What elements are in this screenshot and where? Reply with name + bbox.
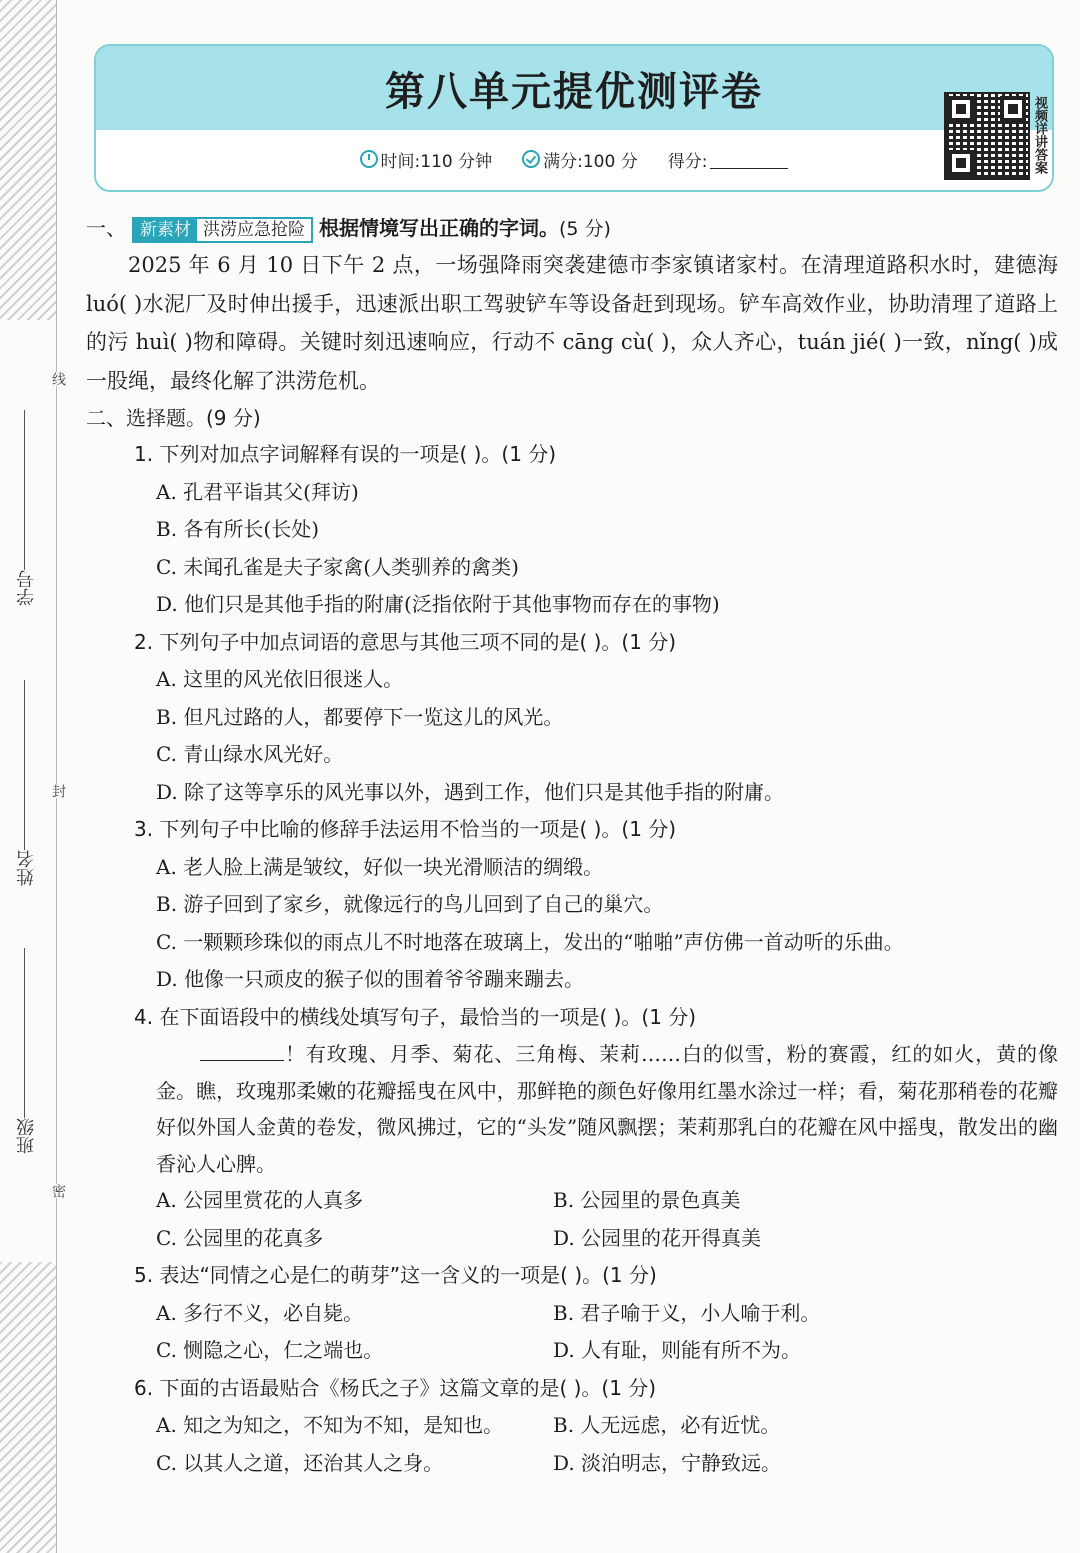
option-c[interactable]: C. 一颗颗珍珠似的雨点儿不时地落在玻璃上，发出的“啪啪”声仿佛一首动听的乐曲。 — [156, 929, 904, 954]
qr-finder-top-right — [1000, 96, 1026, 122]
badge-key: 新素材 — [134, 219, 197, 241]
full-score-label: 满分:100 分 — [543, 151, 638, 172]
passage-line: 德海 luó( )水泥厂及时伸出援手，迅速派出职工驾驶铲车等设备赶到现场。铲车高效作业， — [86, 253, 1058, 316]
option-b[interactable]: B. 游子回到了家乡，就像远行的鸟儿回到了自己的巢穴。 — [156, 892, 664, 916]
time-label: 时间:110 分钟 — [380, 151, 493, 172]
option-d[interactable]: D. 他们只是其他手指的附庸(泛指依附于其他事物而存在的事物) — [156, 592, 720, 616]
binding-line — [56, 0, 57, 1553]
question-5 — [86, 1257, 1058, 1370]
badge-value: 洪涝应急抢险 — [197, 219, 311, 241]
option-a[interactable]: A. 老人脸上满是皱纹，好似一块光滑顺洁的绸缎。 — [156, 854, 604, 879]
question-4 — [86, 999, 1058, 1258]
options-grid — [86, 1407, 1058, 1482]
question-1 — [86, 436, 1058, 624]
passage-line: 协助清理了道路上的污 huì( )物和障碍。关键时刻迅速响应，行动不 cāng cù( )，众人 — [86, 291, 1058, 354]
question-stem: 2. 下列句子中加点词语的意思与其他三项不同的是( )。(1 分) — [134, 629, 677, 654]
score-info — [668, 147, 789, 172]
name-blank[interactable] — [24, 680, 25, 850]
binding-hatch-bottom — [0, 1262, 56, 1553]
option-c[interactable]: C. 青山绿水风光好。 — [156, 742, 344, 766]
option-c[interactable]: C. 恻隐之心，仁之端也。 — [156, 1338, 384, 1362]
binding-mark-seal-2: 密 — [50, 1184, 66, 1198]
binding-mark-line: 线 — [50, 372, 66, 386]
fill-blank[interactable] — [200, 1040, 284, 1061]
option-d[interactable]: D. 淡泊明志，宁静致远。 — [553, 1450, 782, 1475]
qr-finder-top-left — [948, 96, 974, 122]
score-label: 得分: — [667, 151, 708, 172]
option-c[interactable]: C. 未闻孔雀是夫子家禽(人类驯养的禽类) — [156, 554, 519, 579]
clock-icon — [360, 150, 378, 168]
section-2-heading: 二、选择题。(9 分) — [86, 406, 261, 430]
option-b[interactable]: B. 人无远虑，必有近忧。 — [553, 1413, 781, 1437]
class-label: 班级 — [16, 1118, 37, 1154]
exam-content — [86, 210, 1058, 1482]
option-d[interactable]: D. 他像一只顽皮的猴子似的围着爷爷蹦来蹦去。 — [156, 967, 585, 991]
option-d[interactable]: D. 除了这等享乐的风光事以外，遇到工作，他们只是其他手指的附庸。 — [156, 779, 785, 804]
question-stem: 4. 在下面语段中的横线处填写句子，最恰当的一项是( )。(1 分) — [134, 1004, 697, 1029]
question-6 — [86, 1370, 1058, 1483]
question-stem: 1. 下列对加点字词解释有误的一项是( )。(1 分) — [134, 442, 557, 466]
question-2 — [86, 624, 1058, 812]
question-4-passage — [86, 1036, 1058, 1182]
option-b[interactable]: B. 但凡过路的人，都要停下一览这儿的风光。 — [156, 704, 564, 729]
options-grid — [86, 1182, 1058, 1257]
option-d[interactable]: D. 公园里的花开得真美 — [553, 1225, 762, 1250]
section-1-instruction: 根据情境写出正确的字词。 — [319, 216, 559, 240]
option-a[interactable]: A. 孔君平诣其父(拜访) — [156, 479, 359, 504]
option-c[interactable]: C. 公园里的花真多 — [156, 1225, 324, 1250]
check-icon — [522, 150, 540, 168]
class-blank[interactable] — [24, 948, 25, 1118]
binding-mark-seal: 封 — [50, 784, 66, 798]
option-b[interactable]: B. 各有所长(长处) — [156, 517, 320, 541]
page-title: 第八单元提优测评卷 — [385, 67, 763, 115]
qr-caption: 视频详讲答案 — [1032, 96, 1047, 174]
section-1-points: (5 分) — [559, 218, 611, 240]
option-b[interactable]: B. 公园里的景色真美 — [553, 1188, 741, 1212]
exam-info-bar — [96, 130, 1052, 188]
name-field[interactable] — [14, 680, 54, 886]
option-b[interactable]: B. 君子喻于义，小人喻于利。 — [553, 1300, 821, 1325]
student-no-label: 学号 — [16, 570, 37, 606]
passage-line: 2025 年 6 月 10 日下午 2 点，一场强降雨突袭建德市李家镇诸家村。在清理道路积水时，建 — [128, 253, 1016, 277]
student-no-blank[interactable] — [24, 410, 25, 570]
binding-hatch-top — [0, 0, 56, 320]
section-1-heading — [86, 210, 1058, 246]
option-a[interactable]: A. 多行不义，必自毙。 — [156, 1300, 364, 1325]
question-stem: 6. 下面的古语最贴合《杨氏之子》这篇文章的是( )。(1 分) — [134, 1375, 657, 1400]
full-score-info — [522, 147, 638, 172]
new-material-badge — [132, 217, 313, 243]
question-stem: 5. 表达“同情之心是仁的萌芽”这一含义的一项是( )。(1 分) — [134, 1263, 657, 1287]
exam-header — [94, 44, 1054, 192]
section-1-number: 一、 — [86, 216, 126, 240]
option-a[interactable]: A. 公园里赏花的人真多 — [156, 1188, 364, 1212]
class-field[interactable] — [14, 948, 54, 1154]
score-blank[interactable] — [710, 150, 788, 169]
passage-line: 齐心，tuán jié( )一致，nǐng( )成一股绳，最终化解了洪涝危机。 — [86, 330, 1059, 393]
option-a[interactable]: A. 知之为知之，不知为不知，是知也。 — [156, 1413, 504, 1437]
section-1-passage — [86, 246, 1058, 400]
question-3 — [86, 811, 1058, 999]
title-band — [96, 46, 1052, 130]
passage-text: ！有玫瑰、月季、菊花、三角梅、茉莉……白的似雪，粉的赛霞，红的如火，黄的像金。瞧，玫瑰那柔嫩的花瓣摇曳在风中，那鲜艳的颜色好像用红墨水涂过一样；看，菊花那稍卷的花瓣好似外国人金黄的卷发，微风拂过，它的“头发”随风飘摆；茉莉那乳白的花瓣在风中摇曳，散发出的幽香沁人心脾。 — [156, 1042, 1058, 1176]
option-d[interactable]: D. 人有耻，则能有所不为。 — [553, 1338, 802, 1362]
student-no-field[interactable] — [14, 410, 54, 606]
qr-code-icon[interactable] — [944, 92, 1030, 180]
option-c[interactable]: C. 以其人之道，还治其人之身。 — [156, 1450, 444, 1475]
question-stem: 3. 下列句子中比喻的修辞手法运用不恰当的一项是( )。(1 分) — [134, 817, 677, 841]
time-info — [360, 147, 493, 172]
option-a[interactable]: A. 这里的风光依旧很迷人。 — [156, 667, 404, 691]
options-grid — [86, 1295, 1058, 1370]
qr-finder-bottom-left — [948, 150, 974, 176]
name-label: 姓名 — [16, 850, 37, 886]
